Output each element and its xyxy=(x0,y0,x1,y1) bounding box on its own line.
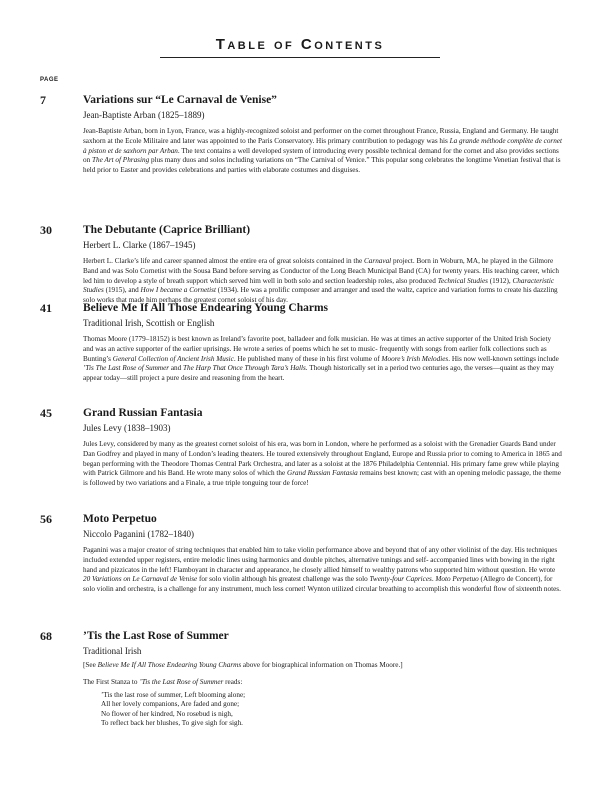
toc-entry-levy xyxy=(40,406,560,489)
stanza-intro: The First Stanza to ’Tis the Last Rose of Summer reads: xyxy=(83,677,243,686)
composer-line: Traditional Irish, Scottish or English xyxy=(83,318,215,328)
composer-line: Traditional Irish xyxy=(83,646,142,656)
verse-line: ’Tis the last rose of summer, Left blooming alone; xyxy=(101,690,246,699)
verse-line: All her lovely companions, Are faded and gone; xyxy=(101,700,240,709)
page-column-label: PAGE xyxy=(40,77,59,83)
page-number: 41 xyxy=(40,301,52,315)
poem-stanza xyxy=(101,691,563,729)
verse-line: To reflect back her blushes, To give sigh for sigh. xyxy=(101,719,243,728)
piece-description: Jean-Baptiste Arban, born in Lyon, France, was a highly-recognized soloist and performer on the cornet throughout France, Russia, England and Germany. He taught saxhorn at the Ecole Militaire and later was appointed to the Paris Conservatory. His primary contribution to pedagogy was his La grande méthode complète de cornet à piston et de saxhorn par Arban. The text contains a well developed system of introducing every possible technical demand for the cornet and also provides sections on The Art of Phrasing plus many duos and solos including variations on “The Carnival of Venice.” This popular song celebrates the longtime Venetian festival that is held prior to Easter and provides celebrations and parties with elaborate costumes and disguises. xyxy=(83,127,562,175)
piece-description: Paganini was a major creator of string techniques that enabled him to take violin performance above and beyond that of any other violinist of the day. His techniques included extended upper registers, entire melodic lines using harmonics and double pitches, alternative tunings and self- accompanied lines with bowing in the right hand and pizzicatos in the left! Flamboyant in character and appearance, he closely allied himself to wealthy patrons who supported him without question. He wrote 20 Variations on Le Carnaval de Venise for solo violin although his greatest challenge was the solo Twenty-four Caprices. Moto Perpetuo (Allegro de Concert), for solo violin and orchestra, is a challenge for any instrument, much less cornet! Wynton utilized circular breathing to accomplish this wonderful flow of sixteenth notes. xyxy=(83,546,561,594)
verse-line: No flower of her kindred, No rosebud is nigh, xyxy=(101,709,233,718)
composer-line: Jules Levy (1838–1903) xyxy=(83,423,171,433)
piece-description: Thomas Moore (1779–18152) is best known as Ireland’s favorite poet, balladeer and folk musician. He was at times an active supporter of the United Irish Society and was an active supporter of the earlier uprisings. He wrote a series of poems which he set to music- frequently with songs from earlier folk collections such as Bunting’s General Collection of Ancient Irish Music. He published many of these in his first volume of Moore’s Irish Melodies. His now well-known settings include ’Tis The Last Rose of Summer and The Harp That Once Through Tara’s Halls. Though historically set in a period two centuries ago, the verses—quaint as they may appear today—still project a pure desire and reasoning from the heart. xyxy=(83,335,559,383)
piece-title: ’Tis the Last Rose of Summer xyxy=(83,630,229,642)
piece-title: Believe Me If All Those Endearing Young Charms xyxy=(83,302,329,314)
page-number: 56 xyxy=(40,512,52,526)
piece-description: Jules Levy, considered by many as the greatest cornet soloist of his era, was born in London, where he performed as a soloist with the Grenadier Guards Band under Dan Godfrey and played in many of London’s leading theaters. He toured extensively throughout England, Europe and Russia prior to coming to America in 1865 and began performing with the Theodore Thomas Central Park Orchestra, and later as a soloist at the 1876 Philadelphia Centennial. His primary fame grew while playing with Patrick Gilmore and his Band. He wrote many solos of which the Grand Russian Fantasia remains best known; cast with an opening melodic passage, the theme is followed by two variations and a Finale, a true triple tonguing tour de force! xyxy=(83,440,562,488)
page-number: 45 xyxy=(40,406,52,420)
composer-line: Niccolo Paganini (1782–1840) xyxy=(83,529,194,539)
piece-title: Grand Russian Fantasia xyxy=(83,407,203,419)
piece-title: Moto Perpetuo xyxy=(83,513,157,525)
toc-entry-arban xyxy=(40,93,560,176)
piece-description: [See Believe Me If All Those Endearing Young Charms above for biographical information on Thomas Moore.] xyxy=(83,661,403,669)
toc-entry-clarke xyxy=(40,223,560,306)
composer-line: Jean-Baptiste Arban (1825–1889) xyxy=(83,110,205,120)
piece-title: The Debutante (Caprice Brilliant) xyxy=(83,224,251,236)
toc-entry-moore xyxy=(40,301,560,384)
piece-title: Variations sur “Le Carnaval de Venise” xyxy=(83,94,277,106)
composer-line: Herbert L. Clarke (1867–1945) xyxy=(83,240,196,250)
piece-description: Herbert L. Clarke’s life and career spanned almost the entire era of great soloists contained in the Carnaval project. Born in Woburn, MA, he played in the Gilmore Band and was Solo Cornetist with the Sousa Band before serving as Conductor of the Long Beach Municipal Band (CA) for twenty years. His teaching career, which led him to develop a style of breath support which served him well in both solo and section leadership roles, also produced Technical Studies (1912), Characteristic Studies (1915), and How I became a Cornetist (1934). He was a prolific composer and arranger and used the waltz, caprice and variation forms to create his dazzling solo works that made him perhaps the greatest cornet soloist of his day. xyxy=(83,257,559,305)
page-number: 7 xyxy=(40,93,46,107)
toc-entry-paganini xyxy=(40,512,560,595)
page-title: Table of Contents xyxy=(215,36,385,53)
page-number: 30 xyxy=(40,223,52,237)
toc-entry-last-rose xyxy=(40,629,560,729)
title-underline xyxy=(160,57,440,58)
page-number: 68 xyxy=(40,629,52,643)
